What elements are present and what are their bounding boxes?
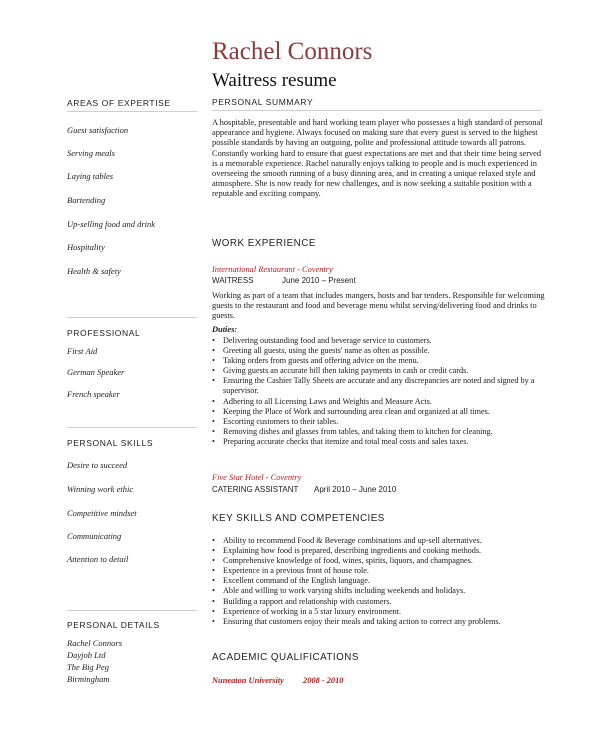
work-experience-heading: WORK EXPERIENCE — [212, 238, 316, 249]
personal-skills-heading: PERSONAL SKILLS — [67, 438, 154, 448]
list-item: • Taking orders from guests and offering advice on the menu. — [212, 356, 547, 366]
divider — [67, 111, 197, 112]
list-item: • Removing dishes and glasses from tables, and taking them to kitchen for cleaning. — [212, 427, 547, 437]
job-dates: April 2010 – June 2010 — [314, 485, 397, 494]
personal-summary-heading: PERSONAL SUMMARY — [212, 97, 314, 107]
employer-name: International Restaurant - Coventry — [212, 265, 333, 274]
expertise-item: Laying tables — [67, 171, 114, 181]
details-line: Dayjob Ltd — [67, 650, 106, 660]
list-item: • Escorting customers to their tables. — [212, 417, 547, 427]
list-item: • Ensuring that customers enjoy their meals and taking action to correct any problems. — [212, 617, 547, 627]
list-item: • Greeting all guests, using the guests' name as often as possible. — [212, 346, 547, 356]
divider — [67, 317, 197, 318]
university-name: Nuneaton University — [212, 676, 284, 685]
academic-heading: ACADEMIC QUALIFICATIONS — [212, 652, 359, 663]
duties-label: Duties: — [212, 325, 238, 334]
details-line: The Big Peg — [67, 662, 110, 672]
list-item: • Comprehensive knowledge of food, wines, spirits, liquors, and champagnes. — [212, 556, 547, 566]
list-item: • Ability to recommend Food & Beverage combinations and up-sell alternatives. — [212, 536, 547, 546]
job-title: CATERING ASSISTANT — [212, 485, 299, 494]
divider — [67, 427, 197, 428]
personal-details-block — [67, 637, 122, 685]
list-item: • Delivering outstanding food and beverage service to customers. — [212, 336, 547, 346]
expertise-item: Health & safety — [67, 266, 121, 276]
duties-list — [212, 336, 547, 447]
university-years: 2008 - 2010 — [303, 676, 344, 685]
professional-heading: PROFESSIONAL — [67, 328, 141, 338]
job-role-line — [212, 276, 512, 285]
list-item: • Preparing accurate checks that itemize and total meal costs and sales taxes. — [212, 437, 547, 447]
job-title: WAITRESS — [212, 276, 254, 285]
job-role-line — [212, 485, 512, 494]
list-item: • Keeping the Place of Work and surrounding area clean and organized at all times. — [212, 407, 547, 417]
expertise-item: Up-selling food and drink — [67, 219, 156, 229]
skill-item: Competitive mindset — [67, 508, 137, 518]
list-item: • Building a rapport and relationship with customers. — [212, 597, 547, 607]
skill-item: Desire to succeed — [67, 460, 128, 470]
personal-details-heading: PERSONAL DETAILS — [67, 620, 160, 630]
list-item: • Ensuring the Cashier Tally Sheets are accurate and any discrepancies are noted and signed by a supervisor. — [212, 376, 547, 396]
areas-of-expertise-heading: AREAS OF EXPERTISE — [67, 98, 171, 108]
list-item: • Experience in a previous front of house role. — [212, 566, 547, 576]
personal-summary-text: A hospitable, presentable and hard working team player who possesses a high standard of personal appearance and hygiene. Always focused on making sure that every guest is served to the highest possible standards by having an outgoing, polite and professional attitude towards all patrons. Constantly working hard to ensure that guest expectations are met and that their time being served is a memorable experience. Rachel naturally enjoys talking to people and is much experienced in overseeing the smooth running of a busy dinning area, and in creating a unique relaxed style and atmosphere. She is now ready for new challenges, and is now seeking a suitable position with a reputable and exciting company. — [212, 118, 543, 199]
professional-item: French speaker — [67, 389, 120, 399]
details-line: Birmingham — [67, 674, 110, 684]
resume-name: Rachel Connors — [212, 38, 373, 65]
employer-name: Five Star Hotel - Coventry — [212, 473, 302, 482]
expertise-item: Bartending — [67, 195, 106, 205]
skill-item: Attention to detail — [67, 554, 129, 564]
job-dates: June 2010 – Present — [282, 276, 356, 285]
list-item: • Adhering to all Licensing Laws and Weights and Measure Acts. — [212, 397, 547, 407]
list-item: • Giving guests an accurate bill then taking payments in cash or credit cards. — [212, 366, 547, 376]
job-description: Working as part of a team that includes mangers, hosts and bar tenders. Responsible for welcoming guests to the restaurant and food and beverage menu whilst serving/delivering food and drinks to guests. — [212, 291, 545, 321]
expertise-item: Guest satisfaction — [67, 125, 129, 135]
details-line: Rachel Connors — [67, 638, 123, 648]
divider — [67, 610, 197, 611]
skill-item: Communicating — [67, 531, 122, 541]
skill-item: Winning work ethic — [67, 484, 134, 494]
professional-item: First Aid — [67, 346, 98, 356]
expertise-item: Serving meals — [67, 148, 115, 158]
key-skills-heading: KEY SKILLS AND COMPETENCIES — [212, 513, 385, 524]
resume-subtitle: Waitress resume — [212, 70, 337, 91]
list-item: • Able and willing to work varying shifts including weekends and holidays. — [212, 586, 547, 596]
list-item: • Experience of working in a 5 star luxury environment. — [212, 607, 547, 617]
list-item: • Excellent command of the English language. — [212, 576, 547, 586]
divider — [212, 110, 542, 111]
expertise-item: Hospitality — [67, 242, 105, 252]
list-item: • Explaining how food is prepared, describing ingredients and cooking methods. — [212, 546, 547, 556]
key-skills-list — [212, 536, 547, 627]
professional-item: German Speaker — [67, 367, 125, 377]
